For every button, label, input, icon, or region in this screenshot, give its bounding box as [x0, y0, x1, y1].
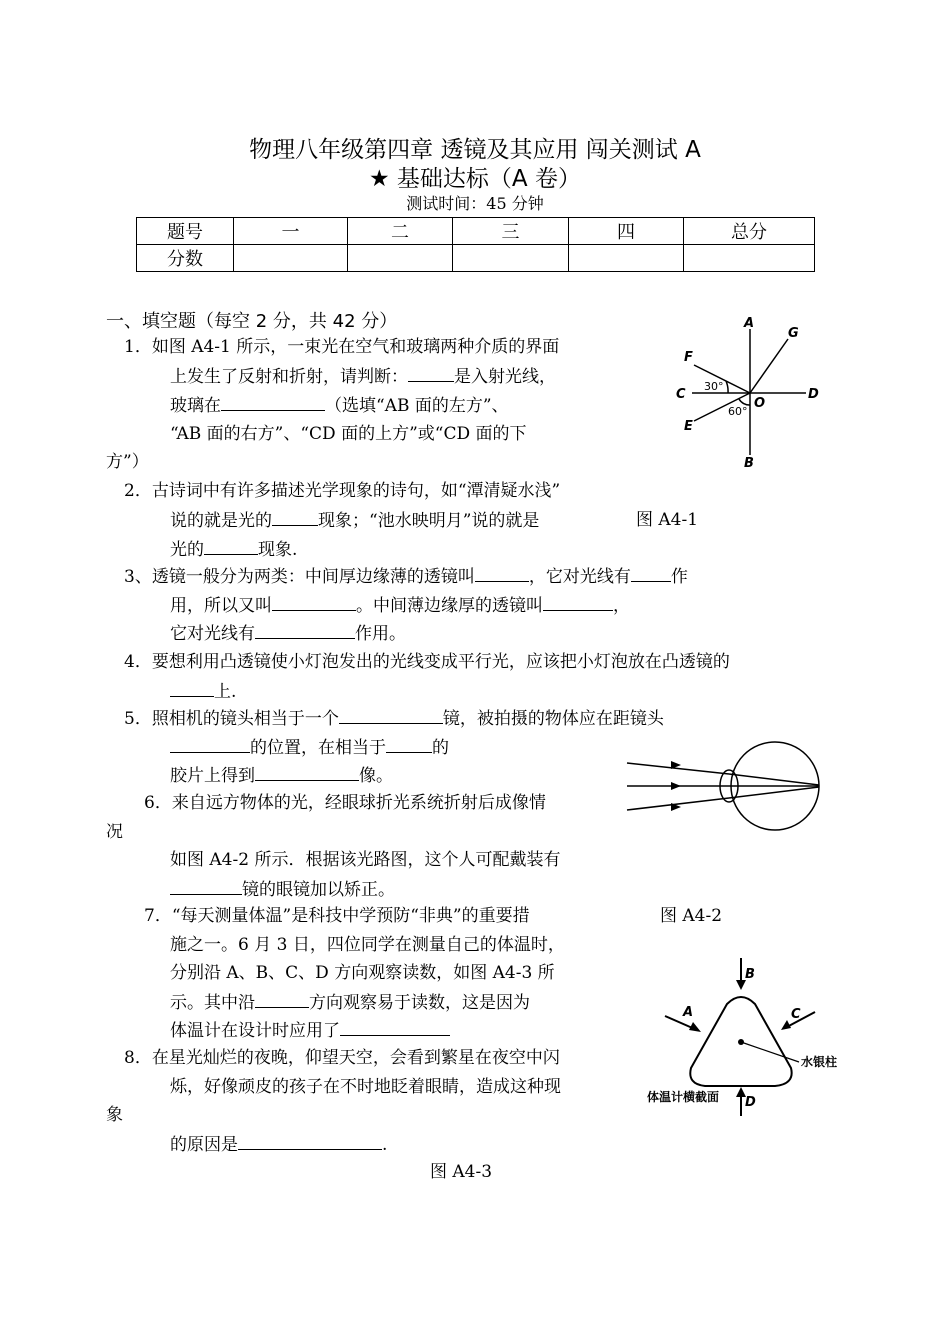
- q5-blank-3[interactable]: [386, 735, 432, 753]
- test-time: 测试时间：45 分钟: [406, 194, 544, 213]
- label-b: B: [745, 967, 755, 982]
- section-heading: 一、填空题（每空 2 分，共 42 分）: [106, 311, 398, 332]
- q1-blank-1[interactable]: [408, 364, 454, 382]
- arrow-icon: [781, 1020, 791, 1030]
- q3-text: 3、透镜一般分为两类：中间厚边缘薄的透镜叫: [124, 567, 475, 587]
- label-b: B: [744, 456, 754, 470]
- q2-text: 说的就是光的: [170, 511, 272, 531]
- table-cell: 二: [348, 218, 453, 245]
- q1-text: 玻璃在: [170, 396, 221, 416]
- q7-line2: 施之一。6 月 3 日，四位同学在测量自己的体温时，: [170, 935, 565, 955]
- q1-line1: 1．如图 A4-1 所示，一束光在空气和玻璃两种介质的界面: [124, 337, 560, 357]
- table-cell: 题号: [137, 218, 234, 245]
- q3-text: 。中间薄边缘厚的透镜叫: [356, 596, 543, 616]
- q1-blank-2[interactable]: [221, 393, 325, 411]
- light-ray-lower-refracted: [729, 787, 819, 798]
- q7-line1: 7．“每天测量体温”是科技中学预防“非典”的重要措: [144, 906, 530, 926]
- q5-line1: [124, 706, 664, 731]
- q2-line1: 2．古诗词中有许多描述光学现象的诗句，如“潭清疑水浅”: [124, 481, 561, 501]
- q2-text: 现象；“池水映明月”说的就是: [318, 511, 540, 531]
- mercury-leader-line: [741, 1042, 799, 1062]
- page-title: 物理八年级第四章 透镜及其应用 闯关测试 A: [249, 137, 701, 163]
- table-cell: 四: [569, 218, 684, 245]
- score-input-cell[interactable]: [684, 245, 815, 272]
- q8-line2: 烁，好像顽皮的孩子在不时地眨着眼睛，造成这种现: [170, 1077, 561, 1097]
- q1-line4: “AB 面的右方”、“CD 面的上方”或“CD 面的下: [170, 424, 527, 444]
- q2-line3: [170, 537, 297, 562]
- q2-blank-2[interactable]: [204, 537, 258, 555]
- q2-line2: [170, 508, 539, 533]
- q8-line4: [170, 1132, 387, 1157]
- q3-text: 它对光线有: [170, 624, 255, 644]
- light-ray-lower: [627, 798, 729, 810]
- label-d: D: [745, 1095, 756, 1110]
- q1-line3: [170, 393, 509, 418]
- q6-line4: [170, 877, 395, 902]
- q5-line2: [170, 735, 449, 760]
- q2-text: 现象.: [258, 540, 298, 560]
- figure-caption-a4-2: 图 A4-2: [660, 906, 723, 926]
- table-row: [137, 245, 815, 272]
- q5-text: 的位置，在相当于: [250, 738, 386, 758]
- figure-a4-2: [625, 738, 825, 838]
- angle-30-label: 30°: [704, 380, 724, 393]
- mercury-label: 水银柱: [801, 1055, 838, 1069]
- q3-text: ，它对光线有: [528, 567, 631, 587]
- table-cell: 三: [453, 218, 569, 245]
- angle-60-label: 60°: [728, 405, 748, 418]
- label-g: G: [788, 326, 799, 341]
- q6-text: 镜的眼镜加以矫正。: [242, 880, 395, 900]
- q3-text: 作用。: [355, 624, 406, 644]
- cross-section-label: 体温计横截面: [647, 1090, 720, 1104]
- q6-line2: 况: [106, 822, 123, 842]
- figure-caption-a4-3: 图 A4-3: [430, 1162, 493, 1182]
- ray-og: [750, 339, 788, 393]
- label-c: C: [791, 1007, 801, 1022]
- q7-blank-2[interactable]: [340, 1018, 450, 1036]
- q6-line3: 如图 A4-2 所示．根据该光路图，这个人可配戴装有: [170, 850, 561, 870]
- score-input-cell[interactable]: [453, 245, 569, 272]
- q7-line3: 分别沿 A、B、C、D 方向观察读数，如图 A4-3 所: [170, 963, 555, 983]
- q8-text: 的原因是: [170, 1135, 238, 1155]
- angle-arc-30: [726, 381, 728, 393]
- q4-blank-1[interactable]: [170, 679, 214, 697]
- q3-line1: [124, 564, 688, 589]
- q8-line3: 象: [106, 1105, 123, 1125]
- q4-text: 上.: [214, 682, 237, 702]
- q1-line2: [170, 364, 556, 389]
- q3-blank-2[interactable]: [631, 564, 671, 582]
- q3-text: ，: [613, 596, 630, 616]
- label-a: A: [683, 1005, 694, 1020]
- score-input-cell[interactable]: [234, 245, 348, 272]
- q7-text: 体温计在设计时应用了: [170, 1021, 340, 1041]
- score-input-cell[interactable]: [569, 245, 684, 272]
- q8-line1: 8．在星光灿烂的夜晚，仰望天空，会看到繁星在夜空中闪: [124, 1048, 560, 1068]
- label-e: E: [684, 419, 693, 434]
- q1-line5: 方”）: [106, 452, 149, 472]
- label-a: A: [744, 316, 755, 331]
- table-row: [137, 218, 815, 245]
- score-table: [136, 217, 815, 272]
- q6-line1: 6．来自远方物体的光，经眼球折光系统折射后成像情: [144, 793, 546, 813]
- table-cell: 分数: [137, 245, 234, 272]
- q5-text: 的: [432, 738, 449, 758]
- q5-blank-4[interactable]: [255, 763, 359, 781]
- q5-text: 像。: [359, 766, 393, 786]
- q3-text: 作: [670, 567, 688, 587]
- arrow-icon: [671, 782, 681, 790]
- q3-line3: [170, 621, 406, 646]
- q8-text: .: [382, 1135, 388, 1155]
- table-cell: 一: [234, 218, 348, 245]
- table-cell: 总分: [684, 218, 815, 245]
- light-ray-upper-refracted: [729, 774, 819, 785]
- q7-line5: [170, 1018, 450, 1043]
- q5-blank-2[interactable]: [170, 735, 250, 753]
- q3-blank-1[interactable]: [475, 564, 529, 582]
- q7-text: 方向观察易于读数，这是因为: [309, 993, 530, 1013]
- q3-blank-5[interactable]: [255, 621, 355, 639]
- q8-blank-1[interactable]: [238, 1132, 382, 1150]
- q3-blank-4[interactable]: [543, 593, 613, 611]
- page-subtitle: ★ 基础达标（A 卷）: [369, 166, 581, 192]
- q1-text: 是入射光线，: [454, 367, 556, 387]
- q6-blank-1[interactable]: [170, 877, 242, 895]
- q7-line4: [170, 990, 530, 1015]
- label-c: C: [676, 387, 686, 402]
- q1-text: （选填“AB 面的左方”、: [325, 396, 509, 416]
- q1-text: 上发生了反射和折射，请判断：: [170, 367, 408, 387]
- figure-a4-1: [670, 315, 825, 470]
- q5-text: 胶片上得到: [170, 766, 255, 786]
- q5-blank-1[interactable]: [339, 706, 443, 724]
- q4-line1: 4．要想利用凸透镜使小灯泡发出的光线变成平行光，应该把小灯泡放在凸透镜的: [124, 652, 730, 672]
- figure-caption-a4-1: 图 A4-1: [636, 510, 699, 530]
- mercury-column: [738, 1039, 744, 1045]
- q7-text: 示。其中沿: [170, 993, 255, 1013]
- q3-text: 用，所以又叫: [170, 596, 272, 616]
- q5-text: 5．照相机的镜头相当于一个: [124, 709, 339, 729]
- q4-line2: [170, 679, 236, 704]
- q3-line2: [170, 593, 630, 618]
- q3-blank-3[interactable]: [272, 593, 356, 611]
- q5-text: 镜，被拍摄的物体应在距镜头: [442, 709, 664, 729]
- q2-blank-1[interactable]: [272, 508, 318, 526]
- q5-line3: [170, 763, 393, 788]
- label-o: O: [754, 396, 766, 411]
- label-d: D: [808, 387, 819, 402]
- q2-text: 光的: [170, 540, 204, 560]
- q7-blank-1[interactable]: [255, 990, 309, 1008]
- figure-a4-3: [645, 956, 860, 1116]
- label-f: F: [684, 350, 693, 365]
- score-input-cell[interactable]: [348, 245, 453, 272]
- arrow-icon: [689, 1022, 701, 1032]
